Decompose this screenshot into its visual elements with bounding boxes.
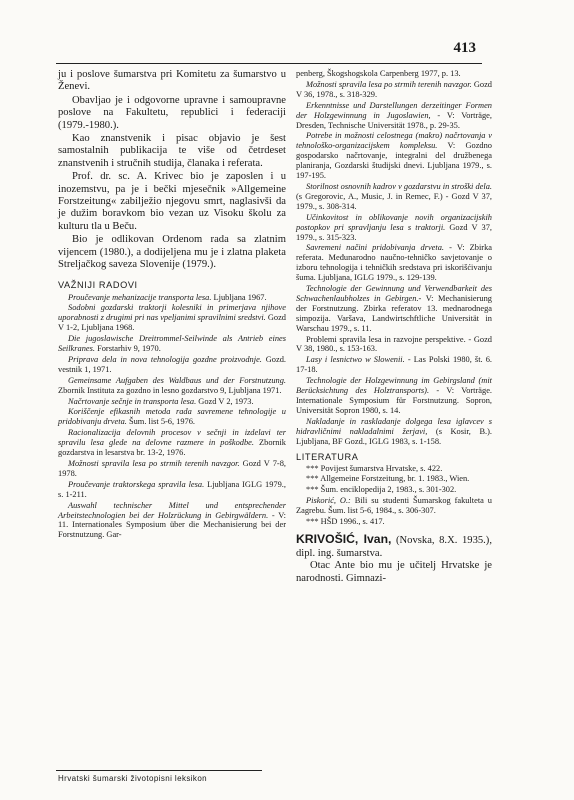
item-details: Gozd V 7-8, 1978. xyxy=(58,459,286,478)
bibliography-item xyxy=(296,131,492,181)
item-title: Technologie der Holzgewinnung im Gebirgsland (mit Berücksichtung des Holztransports). xyxy=(296,376,492,396)
item-title: Lasy i lesnictwo w Slowenii. xyxy=(306,355,405,365)
bibliography-item xyxy=(296,485,492,495)
bibliography-item xyxy=(296,182,492,212)
bibliography-item xyxy=(296,355,492,375)
bibliography-item xyxy=(58,501,286,541)
item-title: Učinkovitost in oblikovanje novih organizacijskih postopkov pri spravljanju lesa s traktorji. xyxy=(296,212,492,232)
item-title: Auswahl technischer Mittel und entsprechender Arbeitstechnologien bei der Holzrückung in Gebirgwäldern. xyxy=(58,500,286,520)
item-title: Piskorić, O.: xyxy=(306,496,351,506)
item-details: Ljubljana 1967. xyxy=(211,292,267,302)
item-title: Možnosti spravila lesa po strmih terenih navzgor. xyxy=(68,459,240,468)
bibliography-item xyxy=(296,80,492,100)
item-title: Proučevanje mehanizacije transporta lesa. xyxy=(68,292,212,302)
item-details: - Las Polski 1980, št. 6. 17-18. xyxy=(296,355,492,375)
bibliography-item xyxy=(58,480,286,500)
item-details: Šum. list 5-6, 1976. xyxy=(126,417,196,427)
bibliography-item xyxy=(296,474,492,484)
header-rule xyxy=(56,63,482,64)
item-details: Gozd V 1-2, Ljubljana 1968. xyxy=(58,313,286,333)
item-title: Načrtovanje sečnje in transporta lesa. xyxy=(68,396,197,406)
item-details: *** Allgemeine Forstzeitung, br. 1. 1983., Wien. xyxy=(306,474,470,484)
item-details: Problemi spravila lesa in razvojne perspektive. - Gozd V 38, 1980., s. 153-163. xyxy=(296,334,492,354)
item-details: penberg, Škogshogskola Carpenberg 1977, p. 13. xyxy=(296,69,461,78)
item-title: Potrebe in možnosti celostnega (makro) načrtovanja v tehnološko-organizacijskem kompleksu. xyxy=(296,131,492,151)
bibliography-item xyxy=(296,417,492,447)
item-details: Gozd V 36, 1978., s. 318-329. xyxy=(296,79,492,99)
works-heading: VAŽNIJI RADOVI xyxy=(58,279,138,290)
bibliography-item xyxy=(296,496,492,516)
item-details: *** HŠD 1996., s. 417. xyxy=(306,517,385,527)
literature-heading: LITERATURA xyxy=(296,451,359,462)
item-details: Gozd V 2, 1973. xyxy=(196,396,254,406)
paragraph: Kao znanstvenik i pisac objavio je šest samostalnih publikacija te više od četrdeset znanstvenih i stručnih studija, članaka i referata. xyxy=(58,133,286,169)
item-title: Sodobni gozdarski traktorji kolesniki in primerjava njihove uporabnosti z drugimi pri nas vpeljanimi spravilnimi sredstvi. xyxy=(58,303,286,323)
item-details: Forstarhiv 9, 1970. xyxy=(94,344,161,354)
footer-rule xyxy=(56,770,262,771)
item-details: Zbornik gozdarstva in lesarstva br. 13-2, 1976. xyxy=(58,438,286,458)
item-title: Priprava dela in nova tehnologija gozdne proizvodnje. xyxy=(68,354,262,364)
entry-continuation: Otac Ante bio mu je učitelj Hrvatske je narodnosti. Gimnazi- xyxy=(296,560,492,584)
item-details: - V: 11. Internationales Symposium über die Mechanisierung bei der Forstnutzung. Gar- xyxy=(58,510,286,540)
bibliography-item xyxy=(58,397,286,407)
item-title: Savremeni načini pridobivanja drveta. xyxy=(306,243,445,253)
bibliography-item xyxy=(58,407,286,427)
item-details: Gozd. vestnik 1, 1971. xyxy=(58,354,286,374)
bibliography-item xyxy=(296,464,492,474)
item-details: (s Gregorovic, A., Music, J. in Remec, F.) - Gozd V 37, 1979., s. 308-314. xyxy=(296,191,492,211)
bibliography-item xyxy=(58,355,286,375)
bibliography-item xyxy=(58,303,286,333)
item-details: - V: Mechanisierung der Forstnutzung. Zbirka referatov 13. mednarodnega simpozija. Varšava, Landwirtschftliche Universität in Warschau 1979., s. 11. xyxy=(296,293,492,333)
bibliography-item xyxy=(58,293,286,303)
item-title: Možnosti spravila lesa po strmih terenih navzgor. xyxy=(306,79,472,89)
bibliography-item xyxy=(58,428,286,458)
item-details: *** Povijest šumarstva Hrvatske, s. 422. xyxy=(306,463,443,473)
entry-headword: KRIVOŠIĆ, Ivan, xyxy=(296,531,392,546)
item-title: Racionalizacija delovnih procesov v sečnji in izdelavi ter spravilu lesa glede na delovne razmere in poškodbe. xyxy=(58,428,286,448)
item-details: Ljubljana IGLG 1979., s. 1-211. xyxy=(58,479,286,499)
item-title: Erkenntnisse und Darstellungen derzeitinger Formen der Holzgewinnung in Jugoslawien, xyxy=(296,100,492,120)
item-title: Nakladanje in raskladanje dolgega lesa iglavcev s hidravličnimi nakladalnimi žerjavi, xyxy=(296,416,492,436)
bibliography-item xyxy=(296,376,492,416)
bibliography-item xyxy=(58,334,286,354)
item-details: - V: Zbirka referata. Međunarodno naučno-tehničko savjetovanje o izboru tehnologija i tehničkih sredstava pri iskorišćivanju šuma. Ljubljana, IGLG 1979., s. 129-139. xyxy=(296,243,493,283)
item-details: V: Gozdno gospodarsko načrtovanje, integralni del družbenega planiranja, Gozdarski študijski dnevi. Ljubljana 1979., s. 197-195. xyxy=(296,141,492,181)
footer: Hrvatski šumarski životopisni leksikon xyxy=(58,774,208,783)
item-details: Bili su studenti Šumarskog fakulteta u Zagrebu. Šum. list 5-6, 1984., s. 306-307. xyxy=(296,496,492,516)
works-list-continued xyxy=(296,69,492,447)
bibliography-item xyxy=(58,459,286,479)
item-details: (s Kosir, B.). Ljubljana, BF Gozd., IGLG 1983, s. 1-158. xyxy=(296,426,493,446)
item-title: Storilnost osnovnih kadrov v gozdarstvu in stroški dela. xyxy=(306,181,492,191)
bibliography-item xyxy=(58,376,286,396)
item-title: Gemeinsame Aufgaben des Waldbaus und der Forstnutzung. xyxy=(68,375,286,385)
item-details: - V: Vorträge. Internationale Symposium für Forstnutzung. Sopron, Universität Sopron 1980, s. 14. xyxy=(296,386,493,415)
paragraph: ju i poslove šumarstva pri Komitetu za šumarstvo u Ženevi. xyxy=(58,69,286,93)
item-details: Zbornik Instituta za gozdno in lesno gozdarstvo 9, Ljubljana 1971. xyxy=(58,385,282,395)
works-list xyxy=(58,293,286,541)
page-number: 413 xyxy=(453,40,476,56)
bibliography-item xyxy=(296,69,492,79)
bibliography-item xyxy=(296,101,492,131)
right-column xyxy=(296,69,492,585)
item-title: Proučevanje traktorskega spravila lesa. xyxy=(68,479,205,489)
bibliography-item xyxy=(296,243,492,283)
bibliography-item xyxy=(296,213,492,243)
bibliography-item xyxy=(296,517,492,527)
item-details: - V: Vorträge, Dresden, Technische Universität 1978., p. 29-35. xyxy=(296,110,492,130)
literature-list xyxy=(296,464,492,527)
paragraph: Obavljao je i odgovorne upravne i samoupravne poslove na Fakultetu, republici i federaciji (1979.-1980.). xyxy=(58,94,286,131)
entry-text: (Novska, 8.X. 1935.), dipl. ing. šumarstva. xyxy=(296,534,492,559)
item-title: Die jugoslawische Dreitrommel-Seilwinde als Antrieb eines Seilkranes. xyxy=(58,334,286,354)
paragraph: Prof. dr. sc. A. Krivec bio je zaposlen i u inozemstvu, pa je i bečki mjesečnik »Allgemeine Forstzeitung« zabilježio njegovu smrt, naglasivši da je dužim boravkom bio vezan uz Visoku školu za kulturu tla u Beču. xyxy=(58,171,286,232)
lexicon-entry xyxy=(296,533,492,560)
bibliography-item xyxy=(296,335,492,355)
item-details: Gozd V 37, 1979., s. 315-323. xyxy=(296,222,492,242)
item-title: Technologie der Gewinnung und Verwendbarkeit des Schwachenlaubholzes in Gebirgen. xyxy=(296,284,492,303)
paragraph: Bio je odlikovan Ordenom rada sa zlatnim vijencem (1980.), a dodijeljena mu je i zlatna plaketa Streljačkog saveza Slovenije (1979.). xyxy=(58,234,286,271)
item-title: Koriščenje efikasnih metoda rada savremene tehnologije u pridobivanju drveta. xyxy=(58,407,286,427)
left-column xyxy=(58,69,286,541)
bibliography-item xyxy=(296,284,492,334)
item-details: *** Šum. enciklopedija 2, 1983., s. 301-302. xyxy=(306,485,457,495)
